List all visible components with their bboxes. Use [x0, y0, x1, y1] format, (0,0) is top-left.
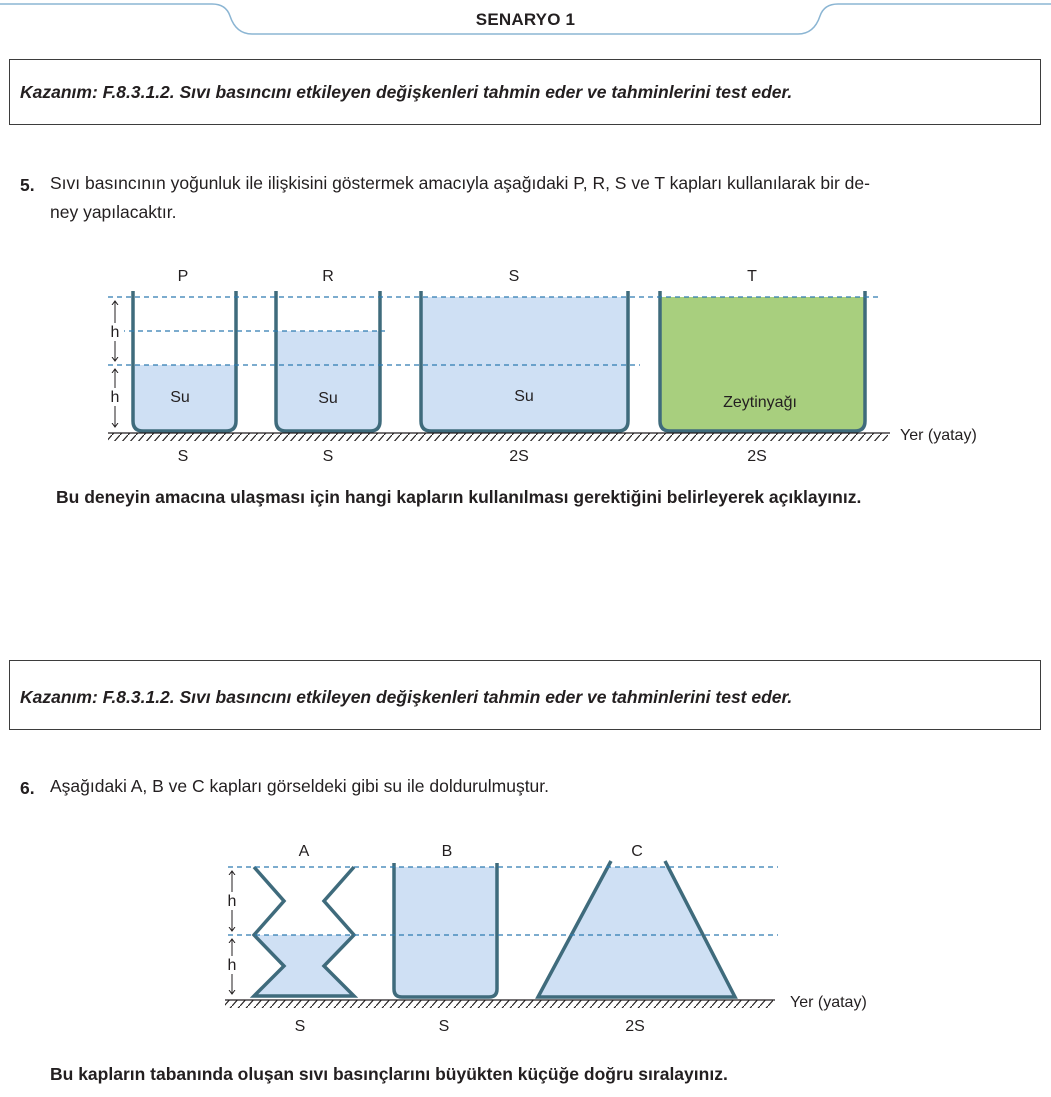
base-p: S: [177, 448, 189, 465]
q6-ground-label: Yer (yatay): [790, 994, 867, 1011]
q5-number: 5.: [20, 175, 35, 195]
b-water: [394, 867, 497, 997]
kazanim-text-2: Kazanım: F.8.3.1.2. Sıvı basıncını etkileyen değişkenleri tahmin eder ve tahminlerini test eder.: [20, 687, 793, 707]
r-water: [276, 331, 380, 431]
q5-h-lower: h: [110, 389, 120, 406]
q6-figure: [0, 835, 1051, 1045]
q6-text: Aşağıdaki A, B ve C kapları görseldeki gibi su ile doldurulmuştur.: [50, 776, 550, 796]
q5-h-upper: h: [110, 324, 120, 341]
c-water: [538, 867, 735, 997]
ground-hatch: [108, 433, 888, 441]
q5-figure: [0, 255, 1051, 475]
q5-instruction: Bu deneyin amacına ulaşması için hangi kapların kullanılması gerektiğini belirleyerek açıklayınız.: [56, 487, 862, 507]
base-b: S: [438, 1018, 450, 1035]
base-s: 2S: [509, 448, 529, 465]
q5-text-line1: Sıvı basıncının yoğunluk ile ilişkisini göstermek amacıyla aşağıdaki P, R, S ve T kapları kullanılarak bir de-: [50, 173, 870, 193]
liquid-p: Su: [170, 389, 190, 406]
q6-instruction: Bu kapların tabanında oluşan sıvı basınçlarını büyükten küçüğe doğru sıralayınız.: [50, 1064, 728, 1084]
label-b: B: [441, 843, 453, 860]
s-water: [421, 297, 628, 431]
page-title: SENARYO 1: [475, 10, 576, 29]
label-c: C: [631, 843, 643, 860]
q6-ground-hatch: [225, 1000, 773, 1008]
a-water: [254, 935, 354, 996]
q6-h-upper: h: [227, 893, 237, 910]
label-s: S: [508, 268, 520, 285]
liquid-r: Su: [318, 390, 338, 407]
kazanim-box-1: [9, 59, 1041, 125]
q6-number: 6.: [20, 778, 35, 798]
liquid-s: Su: [514, 388, 534, 405]
base-r: S: [322, 448, 334, 465]
label-a: A: [298, 843, 310, 860]
liquid-t: Zeytinyağı: [723, 394, 797, 411]
label-p: P: [177, 268, 189, 285]
label-t: T: [747, 268, 757, 285]
q5-ground-label: Yer (yatay): [900, 427, 977, 444]
base-t: 2S: [747, 448, 767, 465]
label-r: R: [322, 268, 334, 285]
q6-h-lower: h: [227, 957, 237, 974]
kazanim-box-2: [9, 660, 1041, 730]
base-c: 2S: [625, 1018, 645, 1035]
q5-text-line2: ney yapılacaktır.: [50, 202, 177, 222]
base-a: S: [294, 1018, 306, 1035]
kazanim-text-1: Kazanım: F.8.3.1.2. Sıvı basıncını etkileyen değişkenleri tahmin eder ve tahminlerini test eder.: [20, 82, 793, 102]
